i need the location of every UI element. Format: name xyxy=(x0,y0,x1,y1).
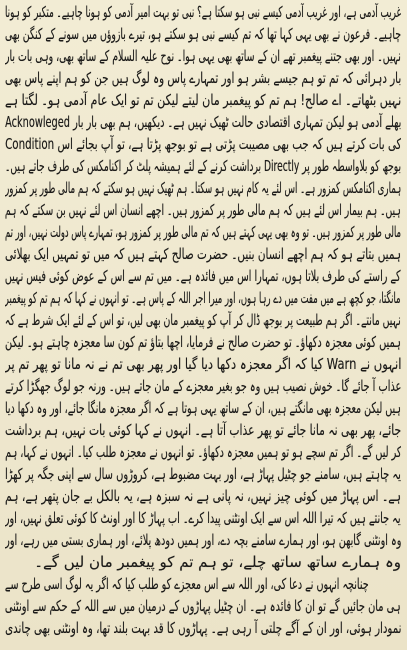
text-line-content: نہیں۔ اور بھی جتنے پیغمبر تھے ان کے ساتھ بھی یہی ہوا۔ نوح علیہ السلام کے ساتھ بھی، وہی بات بار xyxy=(5,47,401,65)
text-line xyxy=(5,45,401,67)
text-line-content: نہیں بٹھاتے۔ اے صالح! ہم تم کو پیغمبر مان لیتے لیکن تم تو ایک عام آدمی ہو۔ لگتا ہے xyxy=(5,91,401,109)
text-line-content: غریب آدمی ہے، اور غریب آدمی کیسے نبی ہو سکتا ہے؟ نبی تو بہت امیر آدمی کو ہونا چاہیے۔ متکبر کو ہونا xyxy=(5,3,401,21)
text-line xyxy=(5,309,401,331)
text-line-content: یہ چاہتے ہیں، سامنے جو چٹیل پہاڑ ہے، اور بہت مضبوط ہے، کروڑوں سال سے اپنی جگہ پر کھڑا xyxy=(5,465,401,483)
text-line xyxy=(5,419,401,441)
text-line-content: ہے۔ اس پہاڑ میں کوئی چیز نہیں، نہ پانی ہے نہ سبزہ ہے، یہ بالکل بے جان پتھر ہے، ہم xyxy=(5,487,401,505)
text-line xyxy=(5,441,401,463)
text-line-content: مانگتا، جو کچھ ہے میں مفت میں دے رہا ہوں، اور میرا اجر اللہ کے پاس ہے۔ تو انہوں نے کہا کہ ہم تم کو پیغمبر xyxy=(5,289,401,307)
text-line xyxy=(5,265,401,287)
text-line xyxy=(5,111,401,133)
text-line xyxy=(5,23,401,45)
paragraph xyxy=(5,573,401,639)
text-line-content: کے راستے کی طرف بلاتا ہوں، تمہارا اس میں فائدہ ہے۔ میں تم سے اس کے عوض کوئی فیس نہیں xyxy=(5,267,401,285)
text-line xyxy=(5,617,401,639)
text-line-content: ہیں لیکن معجزہ بھی مانگتے ہیں، ان کے ساتھ یہی ہوتا ہے کہ اگر معجزہ مانگا جائے، اور وہ دکھا دیا xyxy=(5,399,401,417)
page-text xyxy=(5,1,401,642)
text-line-content: انہوں نے Warn کیا کہ اگر معجزہ دکھا دیا گیا اور پھر بھی تم نے نہ مانا تو پھر تم پر xyxy=(5,355,401,373)
text-line xyxy=(5,89,401,111)
text-line xyxy=(5,375,401,397)
text-line xyxy=(5,353,401,375)
text-line-content: مالی طور پر کمزور ہیں۔ تو وہ بھی یہی کہتے ہیں کہ تم مالی طور پر کمزور ہو، تمہارے پاس دولت نہیں، اور تم xyxy=(5,223,401,241)
text-line xyxy=(5,485,401,507)
text-line xyxy=(5,243,401,265)
text-line-content: یہ جانتے ہیں کہ تیرا اللہ اس سے ایک اونٹنی پیدا کرے۔ اب پہاڑ کا اور اونٹ کا کوئی تعلق نہیں، اور xyxy=(5,509,401,527)
text-line-content: جائے، پھر بھی نہ مانا جائے تو پھر عذاب آتا ہے۔ انہوں نے کہا کوئی بات نہیں، ہم برداشت xyxy=(5,421,401,439)
text-line xyxy=(5,1,401,23)
text-line-content: نہیں مانتے۔ اگر ہم طبیعت پر بوجھ ڈال کر آپ کو پیغمبر مان بھی لیں، تو اس کے لئے ایک شرط ہے کہ xyxy=(5,311,401,329)
text-line-content: نمودار ہوئی، اور ان کے آگے چلتی آ رہی ہے۔ پہاڑوں کا قد بہت بلند تھا، وہ اونٹنی بھی چاندی xyxy=(5,619,401,637)
text-line xyxy=(5,595,401,617)
paragraph xyxy=(5,1,401,573)
text-line xyxy=(5,507,401,529)
text-line-content: کی بات کرتے ہیں کہ جب بھی مصیبت پڑتی ہے تو بوجھ پڑتا ہے، تو آپ بجائے اس Condition xyxy=(5,135,401,153)
text-line-content: وہ اونٹنی گابھن ہو، اور ہمارے سامنے بچہ دے، اور ہمیں دودھ پلائے، اور ہماری بستی میں رہے، اور xyxy=(5,531,401,549)
text-line xyxy=(5,573,401,595)
text-line xyxy=(5,155,401,177)
text-line-content: ہیں۔ ہم بیمار اس لئے ہیں کہ ہم مالی طور پر کمزور ہیں۔ اچھے انسان اس لئے نہیں بن سکتے کہ ہم xyxy=(5,201,401,219)
text-line-content: بار دہرائی کہ تم تو ہم جیسے بشر ہو اور تمہارے پاس وہ لوگ ہیں جن کو ہم اپنے پاس بھی xyxy=(5,69,401,87)
text-line xyxy=(5,463,401,485)
text-line-content: ہمیں کوئی معجزہ دکھاؤ۔ تو حضرت صالح نے فرمایا، اچھا بتاؤ تم کون سا معجزہ چاہتے ہو۔ لیکن xyxy=(5,333,401,351)
text-line-content: کر لیں گے۔ اگر تم سچے ہو تو ہمیں معجزہ دکھاؤ۔ تو انہوں نے معجزہ طلب کیا۔ انہوں نے کہا، ہم xyxy=(5,443,401,461)
text-line xyxy=(5,331,401,353)
text-line-content: ہماری اکنامکس کمزور ہے۔ اس لئے یہ کام نہیں ہو سکتا۔ ہم ٹھیک نہیں ہو سکتے کہ ہم مالی طور پر کمزور xyxy=(5,179,401,197)
text-line xyxy=(5,287,401,309)
text-line xyxy=(5,177,401,199)
text-line xyxy=(5,133,401,155)
text-line xyxy=(5,397,401,419)
text-line xyxy=(5,529,401,551)
text-line xyxy=(5,67,401,89)
text-line-content: چاہیے۔ فرعون نے بھی یہی کہا تھا کہ تم کیسے نبی ہو سکتے ہو، تیرے بازوؤں میں سونے کے کنگن بھی xyxy=(5,25,401,43)
text-line-content: ہمیں بتاتے ہو کہ ہم اچھے انسان بنیں۔ حضرت صالح کہتے ہیں کہ میں تو تمہیں ایک بھلائی xyxy=(5,245,401,263)
text-line-content: وہ ہمارے ساتھ ساتھ چلے، تو ہم تم کو پیغمبر مان لیں گے۔ xyxy=(34,553,401,571)
text-line-content: بوجھ کو بلاواسطہ طور پر Directly برداشت کرنے کے لئے ہمیشہ پلٹ کر اکنامکس کی طرف جاتے ہیں۔ xyxy=(5,157,401,175)
text-line xyxy=(5,221,401,243)
text-line-content: بھلے آدمی ہو لیکن تمہاری اقتصادی حالت ٹھیک نہیں ہے۔ دیکھیں، ہم بھی بار بار Acknowleged xyxy=(5,113,401,131)
text-line-content: عذاب آ جائے گا۔ خوش نصیب ہیں وہ جو بغیر معجزے کے مان جاتے ہیں۔ ورنہ جو لوگ جھگڑا کرتے xyxy=(5,377,401,395)
text-line-content: ہی مان جائیں گے تو ان کا فائدہ ہے۔ ان چٹیل پہاڑوں کے درمیان میں سے اللہ کے حکم سے اونٹنی xyxy=(5,597,401,615)
text-line xyxy=(5,551,401,573)
text-line-content: چنانچہ انہوں نے دعا کی، اور اللہ سے اس معجزے کو طلب کیا کہ اگر یہ لوگ اسی طرح سے xyxy=(5,575,369,593)
text-line xyxy=(5,199,401,221)
